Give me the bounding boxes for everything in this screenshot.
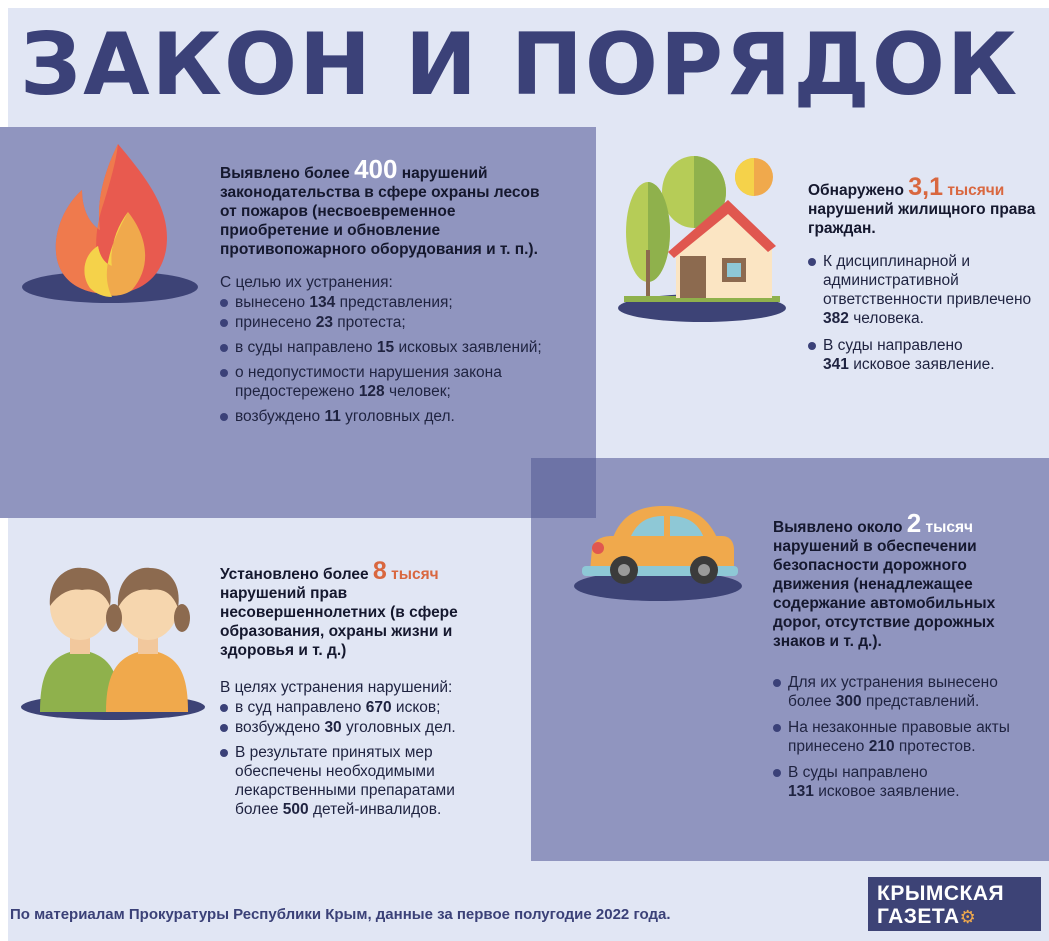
- minors-intro: В целях устранения нарушений:: [220, 679, 453, 696]
- housing-lead-text: нарушений жилищного права граждан.: [808, 201, 1036, 237]
- children-icon: [20, 562, 206, 722]
- forest-lead-prefix: Выявлено более: [220, 165, 350, 182]
- roads-lead-text: нарушений в обеспечении безопасности дорожного движения (ненадлежащее содержание автомобильных дорог, отсутствие дорожных знаков и т. д.).: [773, 538, 996, 650]
- fire-icon: [20, 142, 200, 307]
- housing-number: 3,1: [908, 173, 943, 201]
- minors-block: [220, 557, 510, 819]
- roads-unit: тысяч: [925, 519, 974, 536]
- minors-list: [220, 698, 510, 819]
- roads-number: 2: [906, 508, 922, 538]
- housing-lead: [808, 173, 1040, 238]
- page-title: ЗАКОН И ПОРЯДОК: [20, 15, 1020, 115]
- list-item: о недопустимости нарушения закона предостережено 128 человек;: [220, 363, 560, 401]
- housing-unit: тысячи: [947, 182, 1005, 199]
- forest-intro: С целью их устранения:: [220, 274, 393, 291]
- forest-list: [220, 293, 560, 426]
- list-item: возбуждено 11 уголовных дел.: [220, 407, 560, 426]
- list-item: в суды направлено 15 исковых заявлений;: [220, 338, 560, 357]
- list-item: вынесено 134 представления;: [220, 293, 560, 312]
- forest-lead: [220, 154, 560, 259]
- roads-list: [773, 673, 1013, 801]
- list-item: в суд направлено 670 исков;: [220, 698, 510, 717]
- list-item: Для их устранения вынесено более 300 представлений.: [773, 673, 1013, 711]
- housing-block: [808, 173, 1040, 374]
- logo-line1: КРЫМСКАЯ: [877, 882, 1005, 905]
- housing-lead-prefix: Обнаружено: [808, 182, 904, 199]
- list-item: В суды направлено 131 исковое заявление.: [773, 763, 1013, 801]
- housing-list: [808, 252, 1040, 374]
- forest-number: 400: [354, 154, 398, 184]
- minors-number: 8: [372, 557, 387, 585]
- roads-lead-prefix: Выявлено около: [773, 519, 903, 536]
- logo-line2-wrap: [877, 905, 1041, 929]
- forest-block: [220, 154, 560, 426]
- source-footer: По материалам Прокуратуры Республики Крым, данные за первое полугодие 2022 года.: [10, 906, 671, 923]
- roads-block: [773, 508, 1035, 801]
- list-item: В суды направлено 341 исковое заявление.: [808, 336, 1040, 374]
- minors-unit: тысяч: [391, 566, 439, 583]
- roads-lead: [773, 508, 1035, 651]
- gear-icon: ⚙: [959, 907, 977, 927]
- minors-lead-prefix: Установлено более: [220, 566, 369, 583]
- newspaper-logo: [868, 877, 1041, 931]
- house-icon: [610, 150, 790, 328]
- list-item: В результате принятых мер обеспечены необходимыми лекарственными препаратами более 500 детей-инвалидов.: [220, 743, 482, 819]
- car-icon: [572, 500, 748, 605]
- minors-lead-text: нарушений прав несовершеннолетних (в сфере образования, охраны жизни и здоровья и т. д.): [220, 585, 458, 659]
- forest-lead-text: нарушений законодательства в сфере охраны лесов от пожаров (несвоевременное приобретение и обновление противопожарного оборудования и т. п.).: [220, 165, 540, 258]
- list-item: принесено 23 протеста;: [220, 313, 560, 332]
- logo-line2: ГАЗЕТА: [877, 905, 960, 928]
- list-item: возбуждено 30 уголовных дел.: [220, 718, 510, 737]
- list-item: К дисциплинарной и административной ответственности привлечено 382 человека.: [808, 252, 1040, 328]
- list-item: На незаконные правовые акты принесено 210 протестов.: [773, 718, 1013, 756]
- minors-lead: [220, 557, 510, 660]
